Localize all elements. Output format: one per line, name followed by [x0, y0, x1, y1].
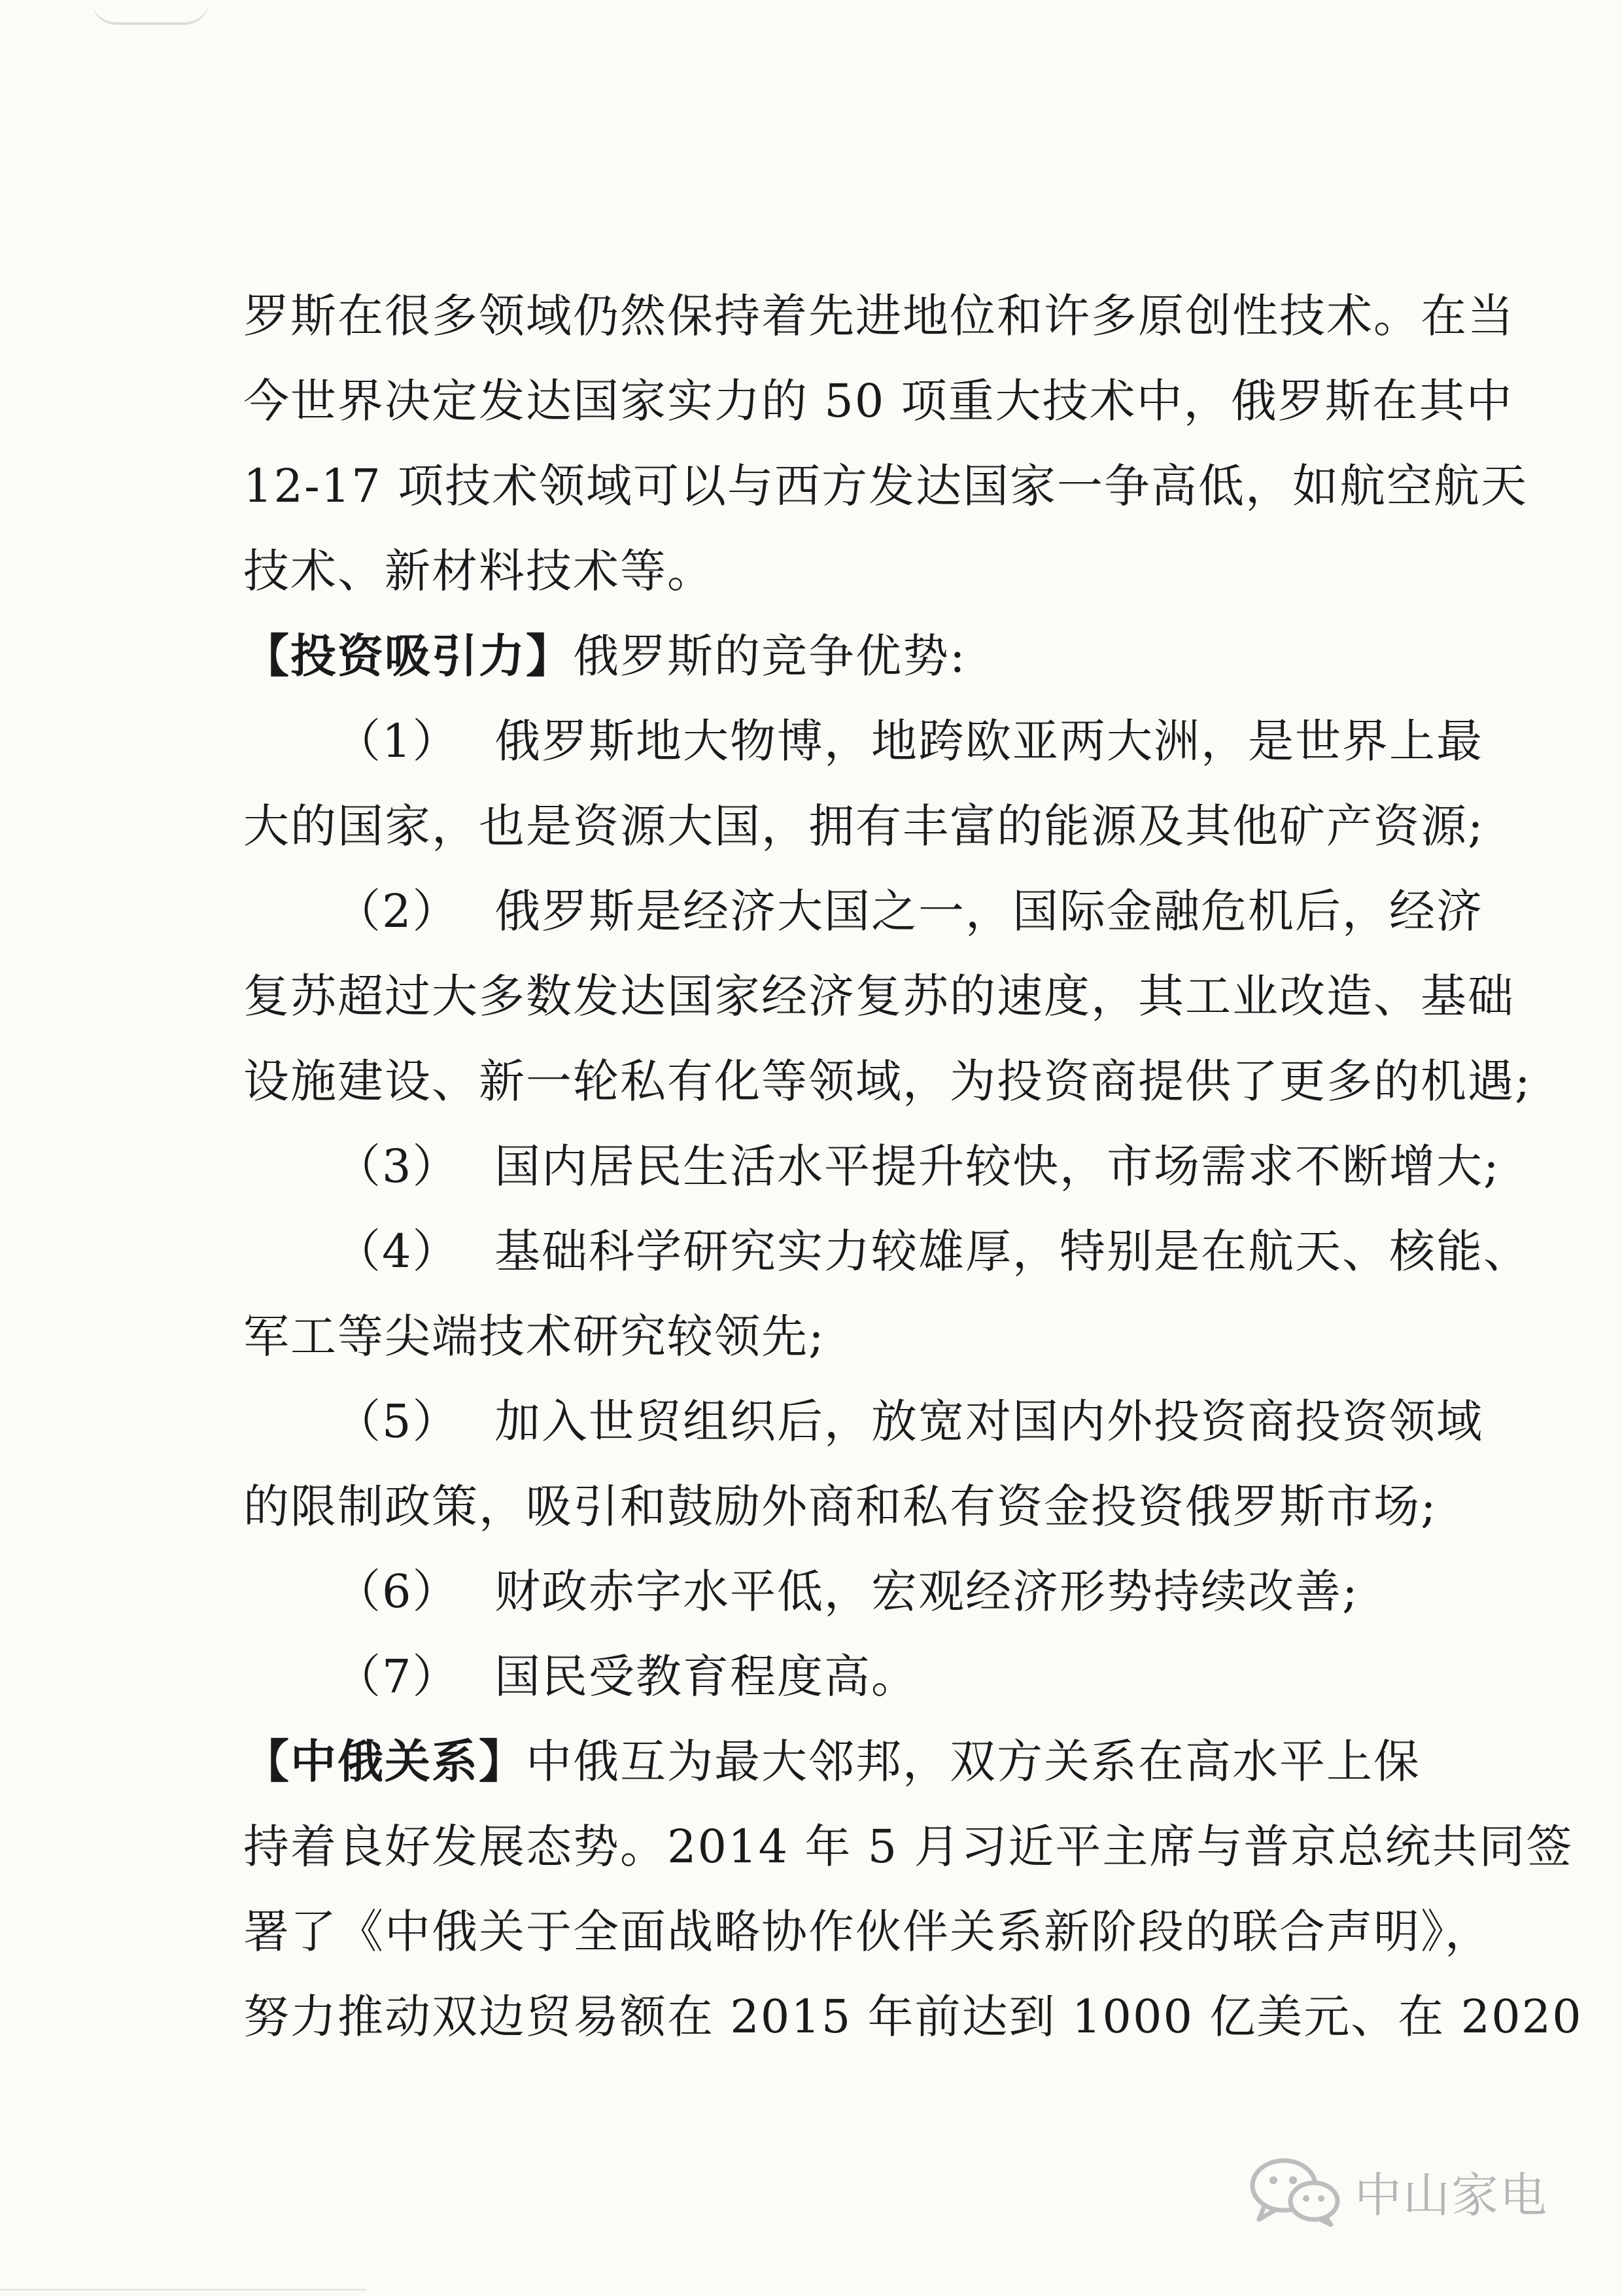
- list-item: [243, 1209, 1530, 1294]
- item-continuation: 设施建设、新一轮私有化等领域，为投资商提供了更多的机遇;: [243, 1054, 1532, 1108]
- relations-heading-line: [243, 1719, 1421, 1804]
- body-line: 持着良好发展态势。2014 年 5 月习近平主席与普京总统共同签: [243, 1820, 1574, 1873]
- list-item: [243, 1379, 1483, 1464]
- item-text: 基础科学研究实力较雄厚，特别是在航天、核能、: [494, 1225, 1530, 1278]
- list-item: [243, 1124, 1500, 1209]
- list-item: [243, 699, 1483, 784]
- item-continuation: 大的国家，也是资源大国，拥有丰富的能源及其他矿产资源;: [243, 799, 1485, 853]
- body-line: 12-17 项技术领域可以与西方发达国家一争高低，如航空航天: [243, 459, 1528, 513]
- document-body: [243, 273, 1583, 2059]
- item-continuation: 军工等尖端技术研究较领先;: [243, 1310, 825, 1363]
- relations-text: 中俄互为最大邻邦，双方关系在高水平上保: [526, 1735, 1421, 1788]
- body-line: 努力推动双边贸易额在 2015 年前达到 1000 亿美元、在 2020: [243, 1990, 1583, 2044]
- body-line: 罗斯在很多领域仍然保持着先进地位和许多原创性技术。在当: [243, 289, 1515, 343]
- item-number: （6）: [335, 1565, 460, 1618]
- section-label-investment: 【投资吸引力】: [243, 629, 573, 683]
- list-item: [243, 869, 1483, 954]
- item-text: 国民受教育程度高。: [494, 1650, 918, 1703]
- item-text: 国内居民生活水平提升较快，市场需求不断增大;: [494, 1139, 1500, 1193]
- item-number: （1）: [335, 714, 460, 768]
- item-number: （2）: [335, 884, 460, 938]
- item-number: （4）: [335, 1225, 460, 1278]
- body-line: 今世界决定发达国家实力的 50 项重大技术中，俄罗斯在其中: [243, 374, 1513, 428]
- body-line: 署了《中俄关于全面战略协作伙伴关系新阶段的联合声明》，: [243, 1905, 1492, 1958]
- list-item: [243, 1634, 1414, 1719]
- section-label-relations: 【中俄关系】: [243, 1734, 526, 1788]
- item-text: 俄罗斯地大物博，地跨欧亚两大洲，是世界上最: [494, 714, 1483, 768]
- scan-edge-mark: [92, 0, 209, 25]
- item-number: （3）: [335, 1139, 460, 1193]
- advantages-heading-line: [243, 614, 1414, 699]
- wechat-icon: [1246, 2155, 1344, 2227]
- scan-edge-line: [0, 2289, 366, 2296]
- item-number: （5）: [335, 1395, 460, 1448]
- item-text: 财政赤字水平低，宏观经济形势持续改善;: [494, 1565, 1359, 1618]
- watermark: [1246, 2155, 1548, 2227]
- item-text: 俄罗斯是经济大国之一，国际金融危机后，经济: [494, 884, 1483, 938]
- item-number: （7）: [335, 1650, 460, 1703]
- body-line: 技术、新材料技术等。: [243, 544, 714, 598]
- item-continuation: 复苏超过大多数发达国家经济复苏的速度，其工业改造、基础: [243, 969, 1515, 1023]
- section-intro: 俄罗斯的竞争优势:: [573, 629, 967, 683]
- item-text: 加入世贸组织后，放宽对国内外投资商投资领域: [494, 1395, 1483, 1448]
- list-item: [243, 1549, 1414, 1634]
- watermark-text: 中山家电: [1355, 2168, 1549, 2223]
- item-continuation: 的限制政策，吸引和鼓励外商和私有资金投资俄罗斯市场;: [243, 1480, 1438, 1533]
